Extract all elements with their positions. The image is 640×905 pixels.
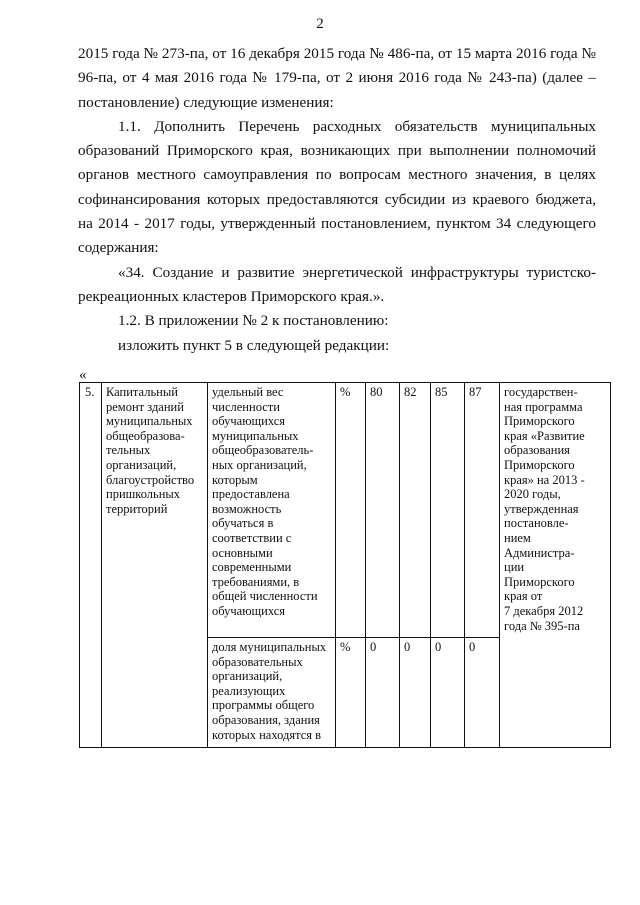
value-cell: 87 [465, 383, 500, 638]
paragraph-item-34: «34. Создание и развитие энергетической инфраструктуры туристско-рекреационных кластеров Приморского края.». [78, 263, 596, 305]
paragraph-1-2: 1.2. В приложении № 2 к постановлению: [118, 312, 389, 330]
value-cell: 0 [366, 638, 400, 748]
page-number: 2 [316, 16, 324, 32]
source-cell: государствен- ная программа Приморского края «Развитие образования Приморского края» на 2013 - 2020 годы, утвержденная постановле- нием Администра- ции Приморского края от 7 декабря 2012 года № 395-па [500, 383, 611, 748]
value-cell: 0 [465, 638, 500, 748]
opening-quote: « [79, 367, 87, 383]
unit-cell: % [336, 383, 366, 638]
value-cell: 80 [366, 383, 400, 638]
program-table [79, 382, 611, 748]
value-cell: 82 [400, 383, 431, 638]
value-cell: 0 [431, 638, 465, 748]
paragraph-instruction: изложить пункт 5 в следующей редакции: [118, 336, 390, 354]
item-name-cell: Капитальный ремонт зданий муниципальных общеобразова- тельных организаций, благоустройство пришкольных территорий [102, 383, 208, 748]
item-number-cell: 5. [80, 383, 102, 748]
indicator-cell: доля муниципальных образовательных организаций, реализующих программы общего образования, здания которых находятся в [208, 638, 336, 748]
unit-cell: % [336, 638, 366, 748]
indicator-cell: удельный вес численности обучающихся муниципальных общеобразователь- ных организаций, которым предоставлена возможность обучаться в соответствии с основными современными требованиями, в общей численности обучающихся [208, 383, 336, 638]
value-cell: 0 [400, 638, 431, 748]
table-row [80, 383, 611, 638]
value-cell: 85 [431, 383, 465, 638]
paragraph-1-1: 1.1. Дополнить Перечень расходных обязательств муниципальных образований Приморского края, возникающих при выполнении полномочий органов местного самоуправления по вопросам местного значения, в целях софинансирования которых предоставляются субсидии из краевого бюджета, на 2014 - 2017 годы, утвержденный постановлением, пунктом 34 следующего содержания: [78, 117, 596, 257]
document-body [78, 42, 596, 358]
paragraph-1: 2015 года № 273-па, от 16 декабря 2015 года № 486-па, от 15 марта 2016 года № 96-па, от 4 мая 2016 года № 179-па, от 2 июня 2016 года № 243-па) (далее – постановление) следующие изменения: [78, 45, 596, 111]
